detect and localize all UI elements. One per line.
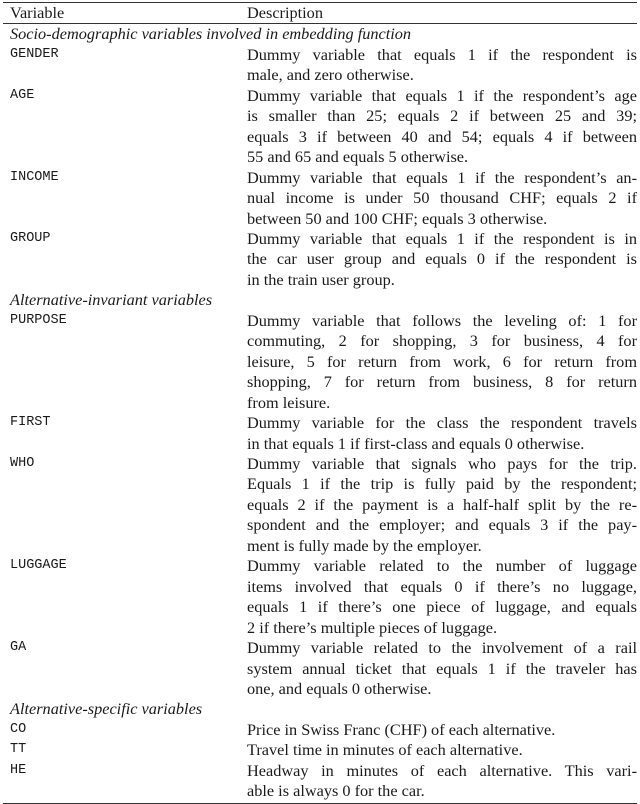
variable-name: TT xyxy=(10,742,27,758)
description-line: Dummy variable that equals 1 if the respondent is in xyxy=(247,228,637,248)
table-row xyxy=(3,413,637,454)
variable-description xyxy=(247,720,637,740)
description-line: items involved that equals 0 if there’s no luggage, xyxy=(247,576,637,596)
description-line: Dummy variable that equals 1 if the respondent’s an- xyxy=(247,167,637,187)
description-line: system annual ticket that equals 1 if the traveler has xyxy=(247,658,637,678)
description-line: Price in Swiss Franc (CHF) of each alternative. xyxy=(247,719,556,739)
description-line: Dummy variable that equals 1 if the respondent’s age xyxy=(247,85,637,105)
table-row xyxy=(3,720,637,740)
table-header xyxy=(3,3,637,23)
description-line: Dummy variable related to the number of luggage xyxy=(247,556,637,576)
table-row xyxy=(3,45,637,86)
section-title: Alternative-invariant variables xyxy=(10,290,213,310)
description-line: equals 3 if between 40 and 54; equals 4 if between xyxy=(247,126,637,146)
variable-name: CO xyxy=(10,721,27,737)
variable-name: WHO xyxy=(10,455,35,471)
description-line: equals 1 if there’s one piece of luggage, and equals xyxy=(247,597,637,617)
description-line: commuting, 2 for shopping, 3 for business, 4 for xyxy=(247,331,637,351)
table-row xyxy=(3,556,637,638)
variable-name: GROUP xyxy=(10,230,51,246)
description-line: is smaller than 25; equals 2 if between 25 and 39; xyxy=(247,106,637,126)
description-line: Dummy variable that equals 1 if the respondent is xyxy=(247,44,637,64)
variable-description xyxy=(247,413,637,454)
description-line: 2 if there’s multiple pieces of luggage. xyxy=(247,617,498,637)
variable-description xyxy=(247,740,637,760)
table-row xyxy=(3,761,637,802)
table-row xyxy=(3,229,637,290)
description-line: Dummy variable for the class the respondent travels xyxy=(247,413,637,433)
description-line: Travel time in minutes of each alternative. xyxy=(247,740,523,760)
description-line: leisure, 5 for return from work, 6 for return from xyxy=(247,351,637,371)
description-line: spondent and the employer; and equals 3 if the pay- xyxy=(247,515,637,535)
variable-description xyxy=(247,556,637,638)
table-row xyxy=(3,740,637,760)
description-line: equals 2 if the payment is a half-half split by the re- xyxy=(247,494,637,514)
section-title: Alternative-specific variables xyxy=(10,699,203,719)
description-line: male, and zero otherwise. xyxy=(247,65,414,85)
description-line: the car user group and equals 0 if the respondent is xyxy=(247,249,637,269)
variable-name: LUGGAGE xyxy=(10,558,67,574)
description-line: between 50 and 100 CHF; equals 3 otherwise. xyxy=(247,208,548,228)
description-line: Dummy variable related to the involvement of a rail xyxy=(247,638,637,658)
variable-name: HE xyxy=(10,762,27,778)
description-line: in that equals 1 if first-class and equals 0 otherwise. xyxy=(247,433,585,453)
table-row xyxy=(3,454,637,556)
table-row xyxy=(3,168,637,229)
description-line: able is always 0 for the car. xyxy=(247,781,425,801)
section-title: Socio-demographic variables involved in embedding function xyxy=(10,24,412,44)
description-line: Equals 1 if the trip is fully paid by the respondent; xyxy=(247,474,637,494)
description-line: one, and equals 0 otherwise. xyxy=(247,678,432,698)
variable-description xyxy=(247,229,637,290)
variable-name: AGE xyxy=(10,87,35,103)
description-line: from leisure. xyxy=(247,392,331,412)
description-line: Headway in minutes of each alternative. This vari- xyxy=(247,760,637,780)
table-body xyxy=(3,24,637,801)
header-description: Description xyxy=(247,3,323,22)
description-line: Dummy variable that follows the leveling of: 1 for xyxy=(247,310,637,330)
table-row xyxy=(3,638,637,699)
description-line: nual income is under 50 thousand CHF; equals 2 if xyxy=(247,188,637,208)
variable-description xyxy=(247,86,637,168)
header-variable: Variable xyxy=(10,3,65,22)
variable-name: INCOME xyxy=(10,169,59,185)
variable-description xyxy=(247,45,637,86)
variable-name: FIRST xyxy=(10,415,51,431)
description-line: Dummy variable that signals who pays for the trip. xyxy=(247,453,637,473)
variable-name: GENDER xyxy=(10,46,59,62)
variables-table xyxy=(3,0,637,804)
table-row xyxy=(3,311,637,413)
variable-description xyxy=(247,638,637,699)
description-line: in the train user group. xyxy=(247,269,395,289)
description-line: ment is fully made by the employer. xyxy=(247,535,482,555)
description-line: 55 and 65 and equals 5 otherwise. xyxy=(247,147,469,167)
variable-description xyxy=(247,311,637,413)
variable-name: PURPOSE xyxy=(10,312,67,328)
description-line: shopping, 7 for return from business, 8 for return xyxy=(247,372,637,392)
variable-description xyxy=(247,168,637,229)
table-row xyxy=(3,86,637,168)
variable-description xyxy=(247,761,637,802)
variable-name: GA xyxy=(10,640,27,656)
variable-description xyxy=(247,454,637,556)
